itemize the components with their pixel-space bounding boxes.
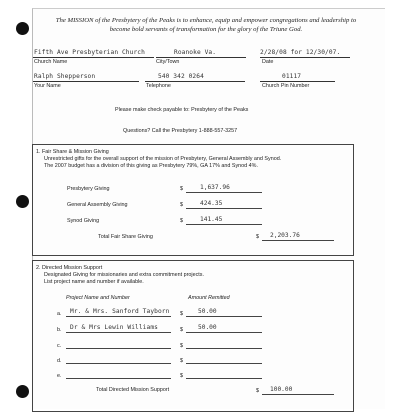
project-line	[66, 332, 171, 333]
amount-column-header: Amount Remitted	[188, 295, 230, 301]
project-line	[66, 316, 171, 317]
amount-line	[186, 316, 262, 317]
row-letter: e.	[57, 373, 62, 379]
punch-hole-icon	[16, 385, 29, 398]
presbytery-giving-amount: 1,637.96	[200, 184, 230, 191]
project-line	[66, 348, 171, 349]
dollar-sign: $	[180, 311, 183, 317]
date-line	[260, 57, 350, 58]
pin-value: 01117	[282, 73, 302, 80]
project-name-value: Mr. & Mrs. Sanford Tayborn	[70, 308, 170, 315]
dollar-sign: $	[256, 234, 259, 240]
amount-line	[186, 192, 262, 193]
questions-text: Questions? Call the Presbytery 1-888-557-3257	[123, 128, 238, 134]
dollar-sign: $	[180, 343, 183, 349]
section1-desc2: The 2007 budget has a division of this giving as Presbytery 79%, GA 17% and Synod 4%.	[44, 163, 258, 169]
total-directed-amount: 100.00	[270, 386, 293, 393]
city-line	[156, 57, 246, 58]
row-letter: a.	[57, 311, 62, 317]
synod-giving-amount: 141.45	[200, 216, 223, 223]
church-name-label: Church Name	[34, 59, 68, 65]
presbytery-giving-label: Presbytery Giving	[67, 186, 110, 192]
date-value: 2/28/08 for 12/30/07.	[260, 49, 341, 56]
dollar-sign: $	[180, 327, 183, 333]
section2-title: 2. Directed Mission Support	[36, 265, 103, 271]
pin-line	[260, 81, 335, 82]
project-line	[66, 378, 171, 379]
payable-text: Please make check payable to: Presbytery of the Peaks	[115, 107, 249, 113]
amount-line	[186, 332, 262, 333]
total-line	[262, 240, 334, 241]
row-letter: d.	[57, 358, 62, 364]
your-name-value: Ralph Shepperson	[34, 73, 96, 80]
dollar-sign: $	[180, 186, 183, 192]
ga-giving-amount: 424.35	[200, 200, 223, 207]
telephone-label: Telephone	[146, 83, 171, 89]
your-name-line	[33, 81, 139, 82]
section2-desc1: Designated Giving for missionaries and extra commitment projects.	[44, 272, 204, 278]
telephone-line	[145, 81, 245, 82]
section2-desc2: List project name and number if available.	[44, 279, 144, 285]
dollar-sign: $	[180, 358, 183, 364]
punch-hole-icon	[16, 195, 29, 208]
city-label: City/Town	[156, 59, 180, 65]
total-fair-share-label: Total Fair Share Giving	[98, 234, 153, 240]
mission-statement: The MISSION of the Presbytery of the Peaks is to enhance, equip and empower congregations and leadership to become bold servants of transformation for the glory of the Triune God.	[55, 17, 357, 33]
amount-line	[186, 208, 262, 209]
row-letter: c.	[57, 343, 62, 349]
project-line	[66, 363, 171, 364]
pin-label: Church Pin Number	[262, 83, 310, 89]
date-label: Date	[262, 59, 274, 65]
dollar-sign: $	[180, 373, 183, 379]
punch-hole-icon	[16, 22, 29, 35]
total-fair-share-amount: 2,203.76	[270, 232, 300, 239]
church-name-line	[33, 57, 154, 58]
project-amount-value: 50.00	[198, 308, 217, 315]
project-amount-value: 50.00	[198, 324, 217, 331]
amount-line	[186, 224, 262, 225]
telephone-value: 540 342 0264	[158, 73, 204, 80]
project-column-header: Project Name and Number	[66, 295, 130, 301]
church-name-value: Fifth Ave Presbyterian Church	[34, 49, 145, 56]
dollar-sign: $	[256, 388, 259, 394]
city-value: Roanoke Va.	[174, 49, 217, 56]
amount-line	[186, 348, 262, 349]
total-directed-label: Total Directed Mission Support	[96, 387, 170, 393]
total-line	[262, 394, 334, 395]
dollar-sign: $	[180, 202, 183, 208]
amount-line	[186, 378, 262, 379]
row-letter: b.	[57, 327, 62, 333]
ga-giving-label: General Assembly Giving	[67, 202, 128, 208]
amount-line	[186, 363, 262, 364]
dollar-sign: $	[180, 218, 183, 224]
section1-title: 1. Fair Share & Mission Giving	[36, 149, 109, 155]
synod-giving-label: Synod Giving	[67, 218, 100, 224]
section1-desc1: Unrestricted gifts for the overall support of the mission of Presbytery, General Assembly and Synod.	[44, 156, 282, 162]
project-name-value: Dr & Mrs Lewin Williams	[70, 324, 158, 331]
your-name-label: Your Name	[34, 83, 61, 89]
